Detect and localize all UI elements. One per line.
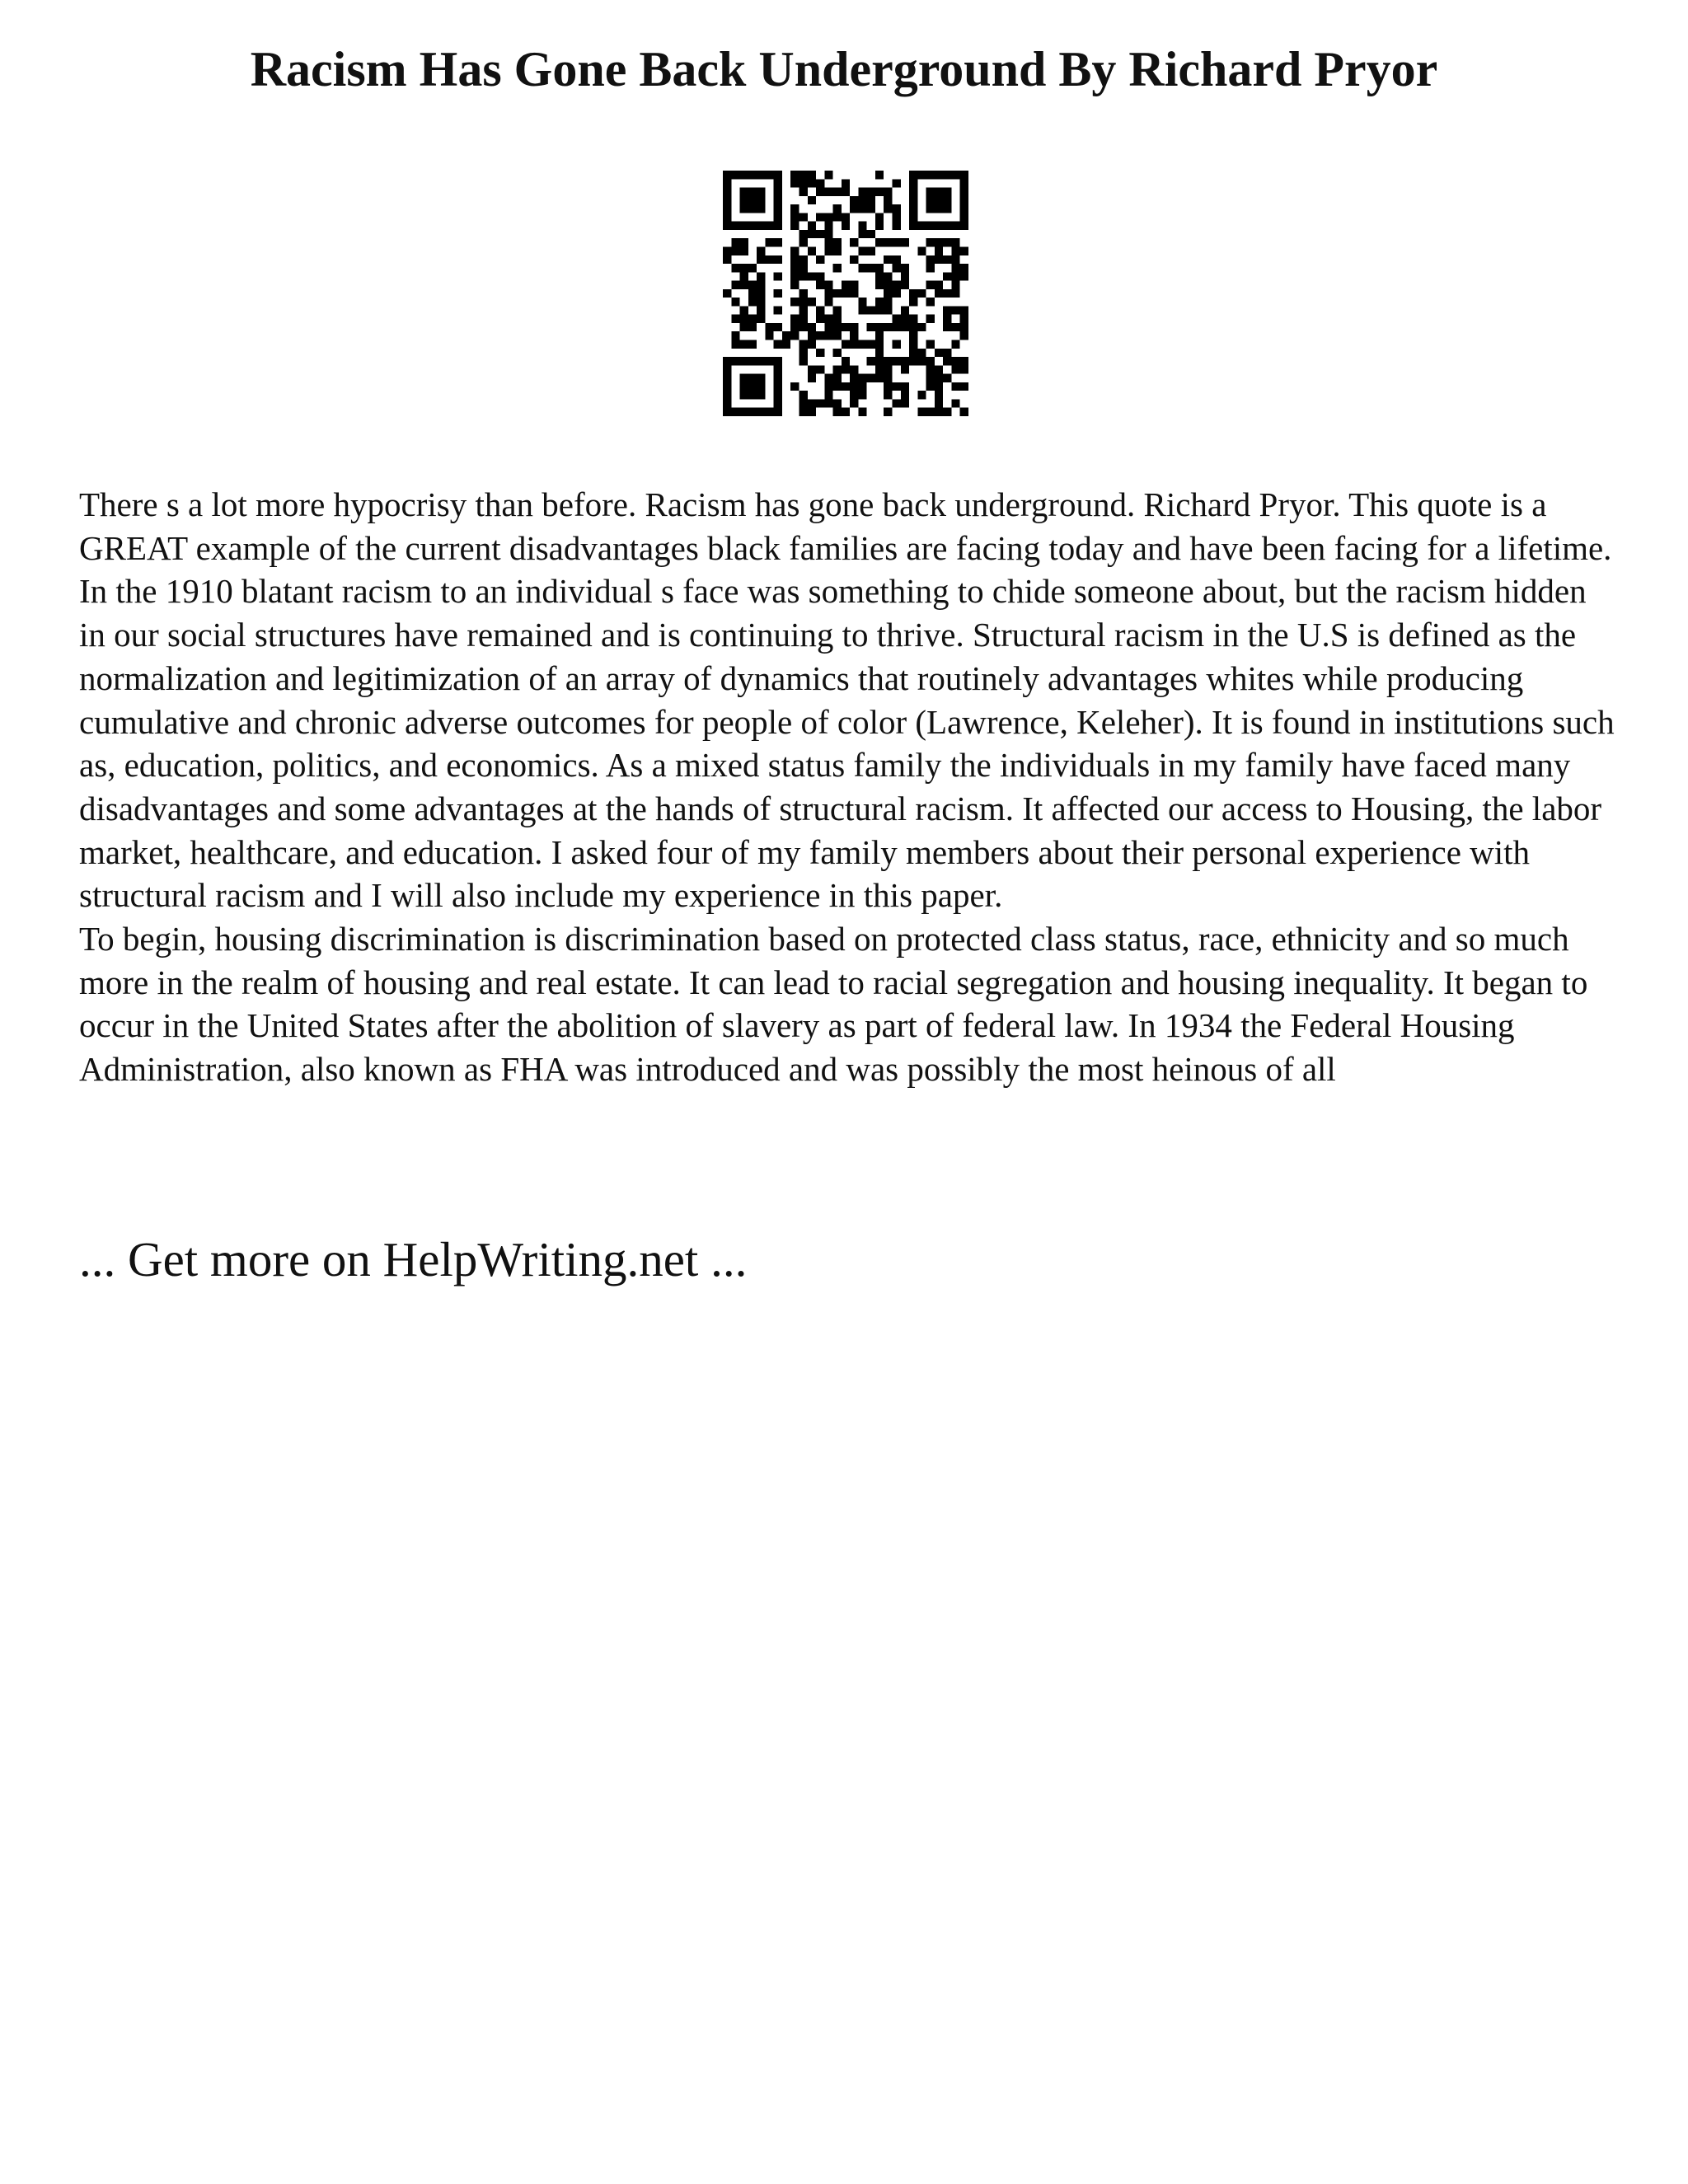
document-body bbox=[79, 483, 1620, 1091]
get-more-link[interactable]: ... Get more on HelpWriting.net ... bbox=[79, 1232, 748, 1286]
paragraph-2: To begin, housing discrimination is discrimination based on protected class status, race, ethnicity and so much more in the realm of housing and real estate. It can lead to racial segregation and housing inequality. It began to occur in the United States after the abolition of slavery as part of federal law. In 1934 the Federal Housing Administration, also known as FHA was introduced and was possibly the most heinous of all bbox=[79, 920, 1588, 1089]
paragraph-1: There s a lot more hypocrisy than before. Racism has gone back underground. Richard Pryor. This quote is a GREAT example of the current disadvantages black families are facing today and have been facing for a lifetime. In the 1910 blatant racism to an individual s face was something to chide someone about, but the racism hidden in our social structures have remained and is continuing to thrive. Structural racism in the U.S is defined as the normalization and legitimization of an array of dynamics that routinely advantages whites while producing cumulative and chronic adverse outcomes for people of color (Lawrence, Keleher). It is found in institutions such as, education, politics, and economics. As a mixed status family the individuals in my family have faced many disadvantages and some advantages at the hands of structural racism. It affected our access to Housing, the labor market, healthcare, and education. I asked four of my family members about their personal experience with structural racism and I will also include my experience in this paper. bbox=[79, 485, 1615, 915]
document-title: Racism Has Gone Back Underground By Richard Pryor bbox=[250, 42, 1438, 96]
qr-code-icon bbox=[723, 171, 968, 416]
